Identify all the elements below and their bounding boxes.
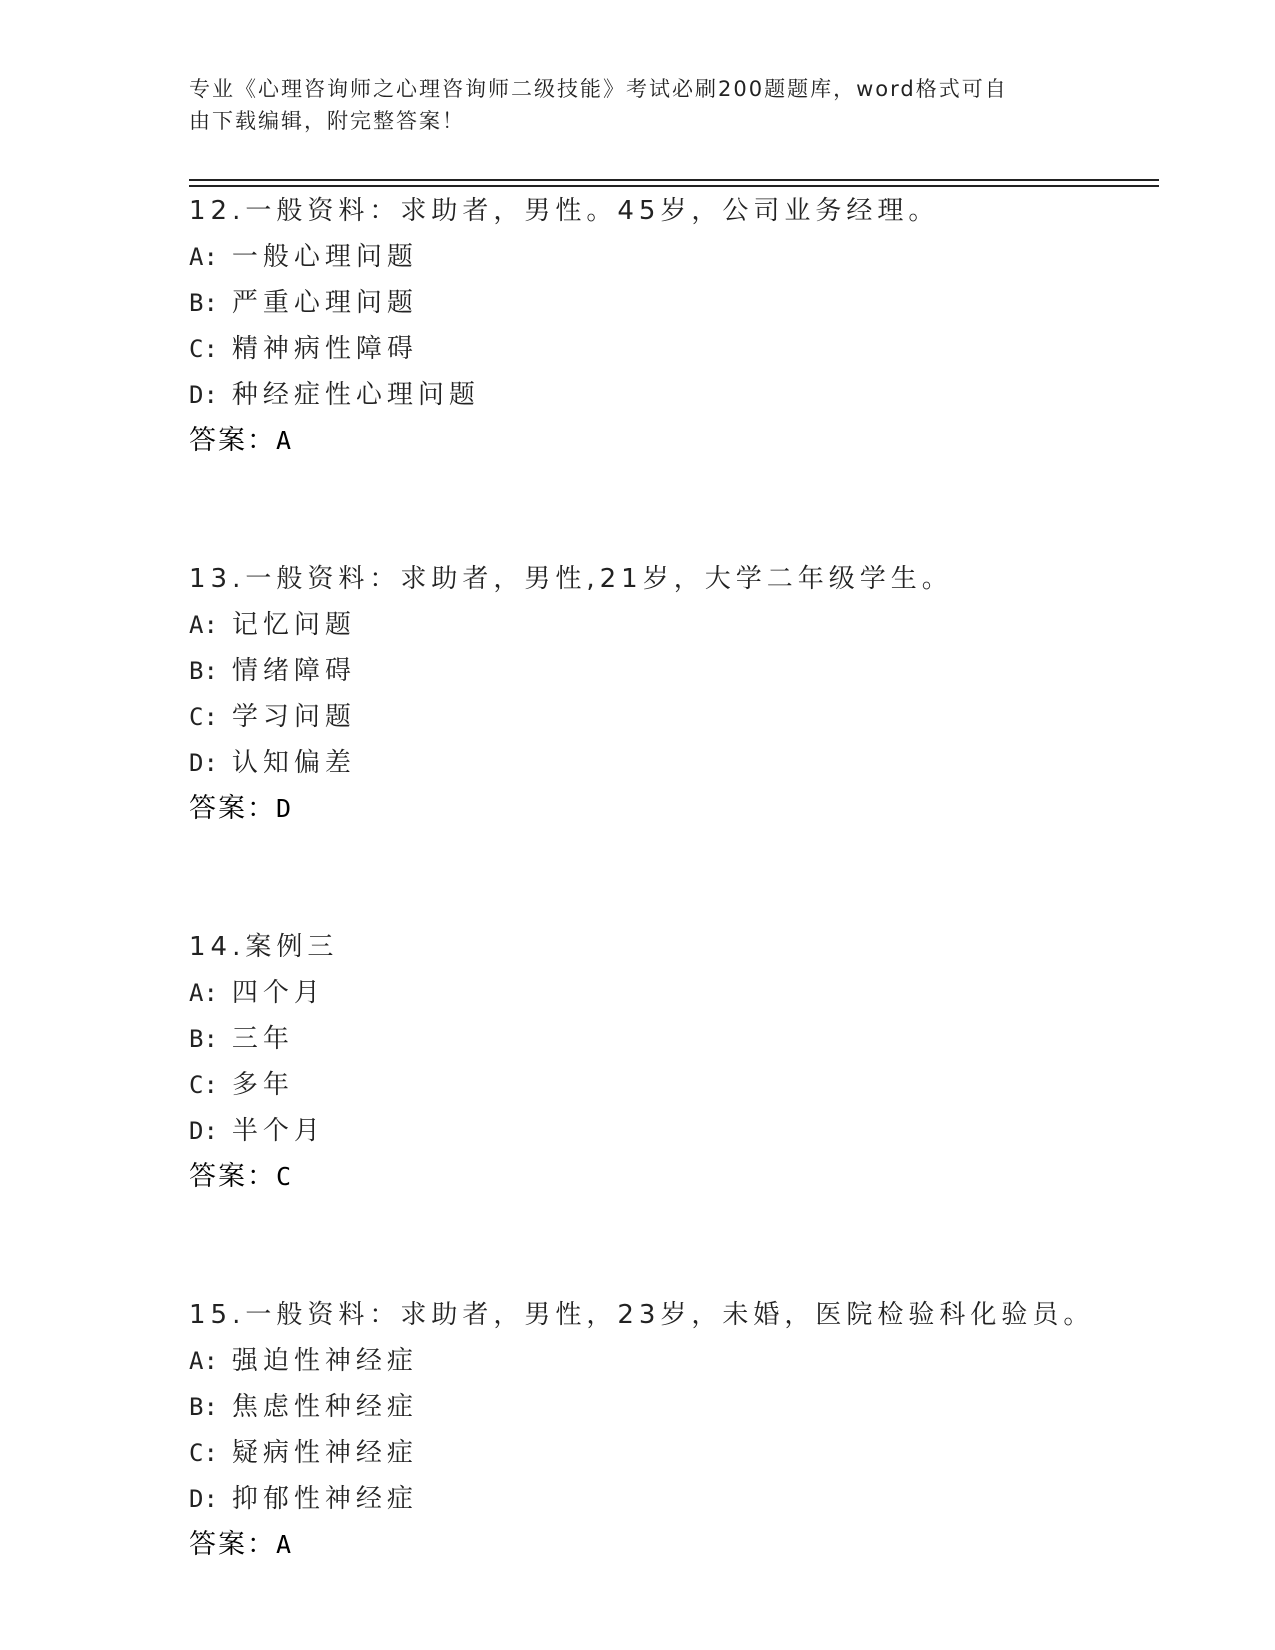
answer-line: [189, 418, 1169, 464]
answer-value: D: [276, 794, 294, 823]
option-letter: A:: [189, 979, 218, 1007]
option-text: 种经症性心理问题: [231, 380, 480, 410]
option-letter: A:: [189, 243, 218, 271]
option-text: 抑郁性神经症: [231, 1484, 418, 1514]
option-letter: C:: [189, 703, 218, 731]
option-letter: D:: [189, 381, 218, 409]
answer-label: 答案：: [189, 425, 276, 456]
option-text: 疑病性神经症: [231, 1438, 418, 1468]
option-text: 焦虑性种经症: [231, 1392, 418, 1422]
option-a: [189, 602, 1169, 648]
option-text: 记忆问题: [231, 610, 356, 640]
answer-value: A: [276, 1530, 294, 1559]
document-header: [189, 73, 1069, 137]
spacer: [189, 1200, 1169, 1292]
option-letter: B:: [189, 1025, 218, 1053]
option-text: 四个月: [231, 978, 325, 1008]
option-text: 多年: [231, 1070, 294, 1100]
option-letter: C:: [189, 335, 218, 363]
option-text: 学习问题: [231, 702, 356, 732]
question-stem: 12.一般资料：求助者，男性。45岁，公司业务经理。: [189, 196, 940, 226]
option-letter: C:: [189, 1439, 218, 1467]
question-15: [189, 1292, 1169, 1568]
answer-value: A: [276, 426, 294, 455]
option-letter: B:: [189, 1393, 218, 1421]
header-line-1: 专业《心理咨询师之心理咨询师二级技能》考试必刷200题题库，word格式可自: [189, 77, 1008, 101]
option-d: [189, 372, 1169, 418]
option-text: 三年: [231, 1024, 294, 1054]
option-text: 情绪障碍: [231, 656, 356, 686]
question-stem: 15.一般资料：求助者，男性，23岁，未婚，医院检验科化验员。: [189, 1300, 1095, 1330]
option-d: [189, 740, 1169, 786]
question-stem: 14.案例三: [189, 932, 339, 962]
answer-value: C: [276, 1162, 294, 1191]
option-letter: A:: [189, 611, 218, 639]
option-a: [189, 970, 1169, 1016]
option-c: [189, 1062, 1169, 1108]
option-letter: A:: [189, 1347, 218, 1375]
option-a: [189, 1338, 1169, 1384]
option-letter: C:: [189, 1071, 218, 1099]
question-12: [189, 188, 1169, 464]
option-c: [189, 1430, 1169, 1476]
option-text: 一般心理问题: [231, 242, 418, 272]
option-letter: D:: [189, 1485, 218, 1513]
option-letter: B:: [189, 657, 218, 685]
question-list: [189, 188, 1169, 1568]
option-d: [189, 1108, 1169, 1154]
option-letter: D:: [189, 749, 218, 777]
option-b: [189, 1384, 1169, 1430]
question-13: [189, 556, 1169, 832]
header-divider-bottom: [189, 185, 1159, 187]
option-c: [189, 326, 1169, 372]
answer-line: [189, 1154, 1169, 1200]
option-b: [189, 648, 1169, 694]
option-a: [189, 234, 1169, 280]
answer-label: 答案：: [189, 1529, 276, 1560]
option-c: [189, 694, 1169, 740]
answer-label: 答案：: [189, 1161, 276, 1192]
spacer: [189, 464, 1169, 556]
option-text: 精神病性障碍: [231, 334, 418, 364]
option-letter: D:: [189, 1117, 218, 1145]
answer-label: 答案：: [189, 793, 276, 824]
answer-line: [189, 1522, 1169, 1568]
option-text: 强迫性神经症: [231, 1346, 418, 1376]
option-letter: B:: [189, 289, 218, 317]
header-line-2: 由下载编辑，附完整答案！: [189, 109, 465, 133]
option-text: 严重心理问题: [231, 288, 418, 318]
header-divider-top: [189, 179, 1159, 181]
spacer: [189, 832, 1169, 924]
option-d: [189, 1476, 1169, 1522]
option-text: 半个月: [231, 1116, 325, 1146]
question-stem: 13.一般资料：求助者，男性,21岁，大学二年级学生。: [189, 564, 953, 594]
option-text: 认知偏差: [231, 748, 356, 778]
answer-line: [189, 786, 1169, 832]
question-14: [189, 924, 1169, 1200]
option-b: [189, 280, 1169, 326]
option-b: [189, 1016, 1169, 1062]
